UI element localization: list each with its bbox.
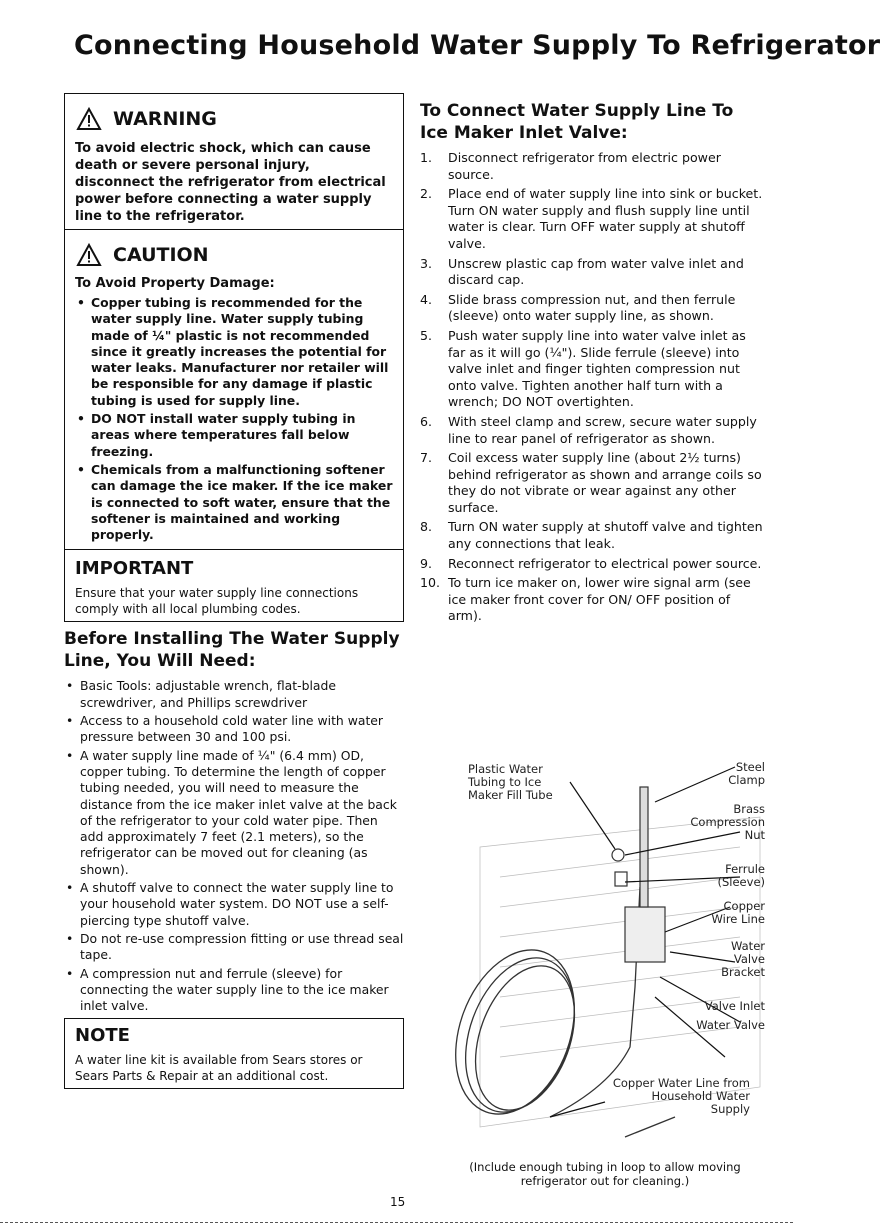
caution-icon [77, 244, 101, 266]
caution-subheading: To Avoid Property Damage: [75, 276, 275, 291]
label-ferrule: Ferrule (Sleeve) [717, 862, 765, 889]
step-number: 7. [420, 450, 433, 466]
warning-heading [77, 108, 393, 130]
step-number: 5. [420, 327, 433, 343]
step-number: 1. [420, 150, 433, 165]
list-item: • Do not re-use compression fitting or use thread seal tape. [64, 931, 404, 964]
list-item [420, 256, 765, 289]
list-item: • Copper tubing is recommended for the water supply line. Water supply tubing made of ¼" plastic is not recommended since it greatly increases the potential for water leaks. Manufacturer nor retailer will be responsible for any damage if plastic tubing is used for supply line. [75, 295, 393, 409]
label-brass-nut: Brass Compression Nut [690, 802, 765, 842]
note-heading: NOTE [75, 1025, 130, 1047]
caution-list [75, 295, 393, 543]
step-text: Reconnect refrigerator to electrical power source. [448, 555, 762, 571]
left-column [64, 93, 404, 1089]
list-item [420, 450, 765, 516]
caution-heading [77, 244, 393, 266]
step-number: 6. [420, 413, 433, 429]
step-number: 2. [420, 186, 433, 202]
important-heading: IMPORTANT [75, 558, 194, 580]
right-column [420, 100, 765, 628]
list-item [420, 519, 765, 552]
step-text: Slide brass compression nut, and then ferrule (sleeve) onto water supply line, as shown. [448, 291, 736, 324]
warning-icon [77, 108, 101, 130]
list-item [420, 575, 765, 625]
label-steel-clamp: Steel Clamp [728, 760, 765, 787]
label-water-valve: Water Valve [696, 1018, 765, 1032]
list-item: • DO NOT install water supply tubing in areas where temperatures fall below freezing. [75, 411, 393, 460]
bottom-divider [0, 1222, 793, 1224]
step-text: Coil excess water supply line (about 2½ turns) behind refrigerator as shown and arrange coils so they do not vibrate or wear against any other surface. [448, 450, 762, 515]
step-text: Unscrew plastic cap from water valve inlet and discard cap. [448, 255, 744, 288]
before-heading: Before Installing The Water Supply Line, You Will Need: [64, 629, 400, 672]
label-plastic-tubing: Plastic Water Tubing to Ice Maker Fill Tube [468, 762, 553, 802]
important-box [64, 550, 404, 622]
label-copper-wire-line: Copper Wire Line [711, 899, 765, 926]
connect-heading: To Connect Water Supply Line To Ice Maker Inlet Valve: [420, 101, 734, 143]
step-text: Place end of water supply line into sink or bucket. Turn ON water supply and flush supply line until water is clear. Turn OFF water supply at shutoff valve. [448, 186, 763, 251]
label-valve-inlet: Valve Inlet [704, 999, 765, 1013]
caution-box [64, 230, 404, 550]
warning-label: WARNING [113, 108, 217, 130]
step-text: Turn ON water supply at shutoff valve and tighten any connections that leak. [448, 519, 763, 552]
list-item: • Basic Tools: adjustable wrench, flat-blade screwdriver, and Phillips screwdriver [64, 678, 404, 711]
step-number: 8. [420, 519, 433, 535]
list-item: • A shutoff valve to connect the water supply line to your household water system. DO NOT use a self-piercing type shutoff valve. [64, 880, 404, 929]
before-list [64, 678, 404, 1014]
page-number: 15 [390, 1195, 406, 1209]
label-copper-water-line: Copper Water Line from Household Water Supply [612, 1076, 750, 1116]
list-item [420, 556, 765, 573]
list-item [420, 328, 765, 411]
step-number: 4. [420, 291, 433, 307]
note-box [64, 1018, 404, 1089]
label-valve-bracket: Water Valve Bracket [721, 939, 765, 979]
warning-text: To avoid electric shock, which can cause death or severe personal injury, disconnect the refrigerator from electrical power before connecting a water supply line to the refrigerator. [75, 141, 386, 224]
list-item [420, 186, 765, 252]
list-item [420, 414, 765, 447]
step-text: Push water supply line into water valve inlet as far as it will go (¼"). Slide ferrule (sleeve) into valve inlet and finger tighten compression nut onto valve. Tighten another half turn with a wrench; DO NOT overtighten. [448, 327, 746, 410]
water-line-diagram [440, 757, 770, 1179]
step-text: With steel clamp and screw, secure water supply line to rear panel of refrigerator as shown. [448, 413, 757, 446]
diagram-caption: (Include enough tubing in loop to allow moving refrigerator out for cleaning.) [469, 1160, 741, 1188]
list-item: • A compression nut and ferrule (sleeve) for connecting the water supply line to the ice maker inlet valve. [64, 966, 404, 1015]
step-number: 10. [420, 575, 441, 591]
important-text: Ensure that your water supply line connections comply with all local plumbing codes. [75, 586, 359, 617]
note-text: A water line kit is available from Sears stores or Sears Parts & Repair at an additional cost. [75, 1053, 363, 1084]
list-item [420, 292, 765, 325]
page-title: Connecting Household Water Supply To Refrigerator [74, 30, 880, 61]
step-text: To turn ice maker on, lower wire signal arm (see ice maker front cover for ON/ OFF position of arm). [448, 575, 751, 624]
warning-box [64, 93, 404, 230]
caution-label: CAUTION [113, 244, 209, 266]
step-text: Disconnect refrigerator from electric power source. [448, 150, 721, 182]
list-item: • Access to a household cold water line with water pressure between 30 and 100 psi. [64, 713, 404, 746]
list-item: • A water supply line made of ¼" (6.4 mm) OD, copper tubing. To determine the length of copper tubing needed, you will need to measure the distance from the ice maker inlet valve at the back of the refrigerator to your cold water pipe. Then add approximately 7 feet (2.1 meters), so the refrigerator can be moved out for cleaning (as shown). [64, 748, 404, 878]
steps-list [420, 150, 765, 625]
step-number: 9. [420, 555, 433, 571]
list-item [420, 150, 765, 183]
list-item: • Chemicals from a malfunctioning softener can damage the ice maker. If the ice maker is connected to soft water, ensure that the softener is maintained and working properly. [75, 462, 393, 543]
step-number: 3. [420, 255, 433, 271]
